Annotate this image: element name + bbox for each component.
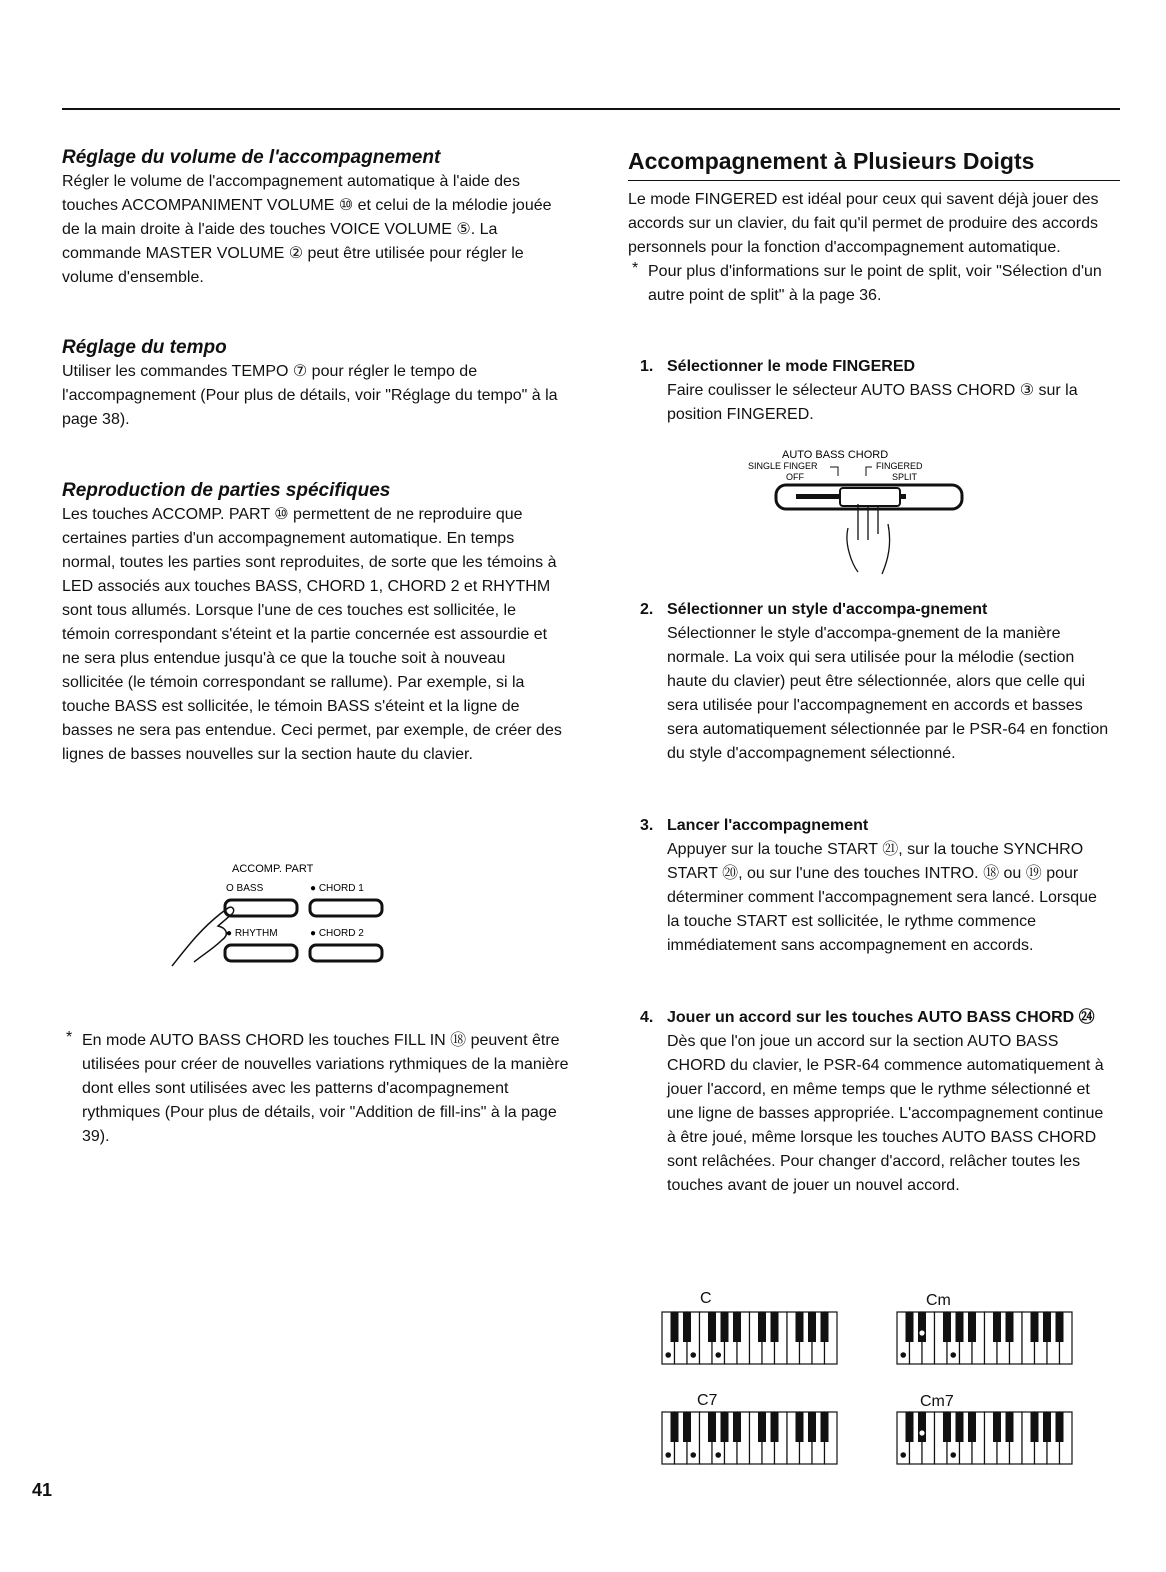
black-key <box>771 1412 779 1442</box>
black-key <box>758 1312 766 1342</box>
rhythm-button <box>225 945 297 961</box>
intro-text: Le mode FINGERED est idéal pour ceux qui savent déjà jouer des accords sur un clavier, du fait qu'il permet de produire des accords personnels pour la fonction d'accompagnement automatique. <box>628 191 1099 256</box>
note-mark: * <box>632 260 639 277</box>
black-key <box>733 1412 741 1442</box>
black-key <box>708 1312 716 1342</box>
keyboard-chord-c7 <box>661 1411 841 1467</box>
top-rule <box>62 108 1120 110</box>
chord1-label: ● CHORD 1 <box>310 883 364 894</box>
chord2-button <box>310 945 382 961</box>
step-3 <box>640 814 1110 958</box>
black-key <box>993 1312 1001 1342</box>
note-mark: * <box>66 1029 73 1046</box>
black-key <box>906 1312 914 1342</box>
key-dot <box>900 1352 906 1358</box>
black-key <box>683 1412 691 1442</box>
black-key <box>758 1412 766 1442</box>
black-key <box>1043 1412 1051 1442</box>
fingered-label: FINGERED <box>876 461 923 471</box>
step-text: Appuyer sur la touche START ㉑, sur la touche SYNCHRO START ⑳, ou sur l'une des touches INTRO. ⑱ ou ⑲ pour déterminer comment l'accompagnement sera lancé. Lorsque la touche START est sollicitée, le rythme commence immédiatement sans accompagnement en accords. <box>667 841 1097 954</box>
black-key <box>956 1412 964 1442</box>
key-dot <box>715 1452 721 1458</box>
chord-label-c7: C7 <box>697 1392 718 1409</box>
section-accomp-volume <box>62 146 562 290</box>
black-key <box>721 1412 729 1442</box>
page-number: 41 <box>32 1480 53 1500</box>
step-2 <box>640 598 1110 766</box>
step-title: Sélectionner un style d'accompa-gnement <box>667 601 988 618</box>
slider-knob <box>840 488 900 506</box>
step-number: 3. <box>640 817 654 834</box>
section-tempo <box>62 336 562 432</box>
chord-label-c: C <box>700 1290 712 1307</box>
step-title: Jouer un accord sur les touches AUTO BASS CHORD ㉔ <box>667 1009 1095 1026</box>
black-key <box>1031 1412 1039 1442</box>
section-body: Régler le volume de l'accompagnement automatique à l'aide des touches ACCOMPANIMENT VOLUME ⑩ et celui de la mélodie jouée de la main droite à l'aide des touches VOICE VOLUME ⑤. La commande MASTER VOLUME ② peut être utilisée pour régler le volume d'ensemble. <box>62 173 552 286</box>
chord-label-cm7: Cm7 <box>920 1393 954 1410</box>
step-1 <box>640 355 1110 427</box>
black-key <box>1006 1312 1014 1342</box>
chord-label-cm: Cm <box>926 1292 951 1309</box>
accomp-part-title: ACCOMP. PART <box>232 863 314 875</box>
black-key <box>808 1412 816 1442</box>
black-key <box>918 1412 926 1442</box>
black-key <box>808 1312 816 1342</box>
black-key <box>918 1312 926 1342</box>
black-key <box>708 1412 716 1442</box>
pointing-hand-icon <box>847 504 890 574</box>
key-dot <box>690 1352 696 1358</box>
black-key <box>721 1312 729 1342</box>
key-dot <box>690 1452 696 1458</box>
black-key <box>821 1412 829 1442</box>
auto-bass-chord-diagram <box>740 444 980 584</box>
rhythm-label: ● RHYTHM <box>226 928 278 939</box>
black-key <box>956 1312 964 1342</box>
note-text: En mode AUTO BASS CHORD les touches FILL IN ⑱ peuvent être utilisées pour créer de nouvelles variations rythmiques de la manière dont elles sont utilisées avec les patterns d'acompagnement rythmiques (Pour plus de détails, voir "Addition de fill-ins" à la page 39). <box>82 1032 569 1145</box>
key-dot <box>900 1452 906 1458</box>
black-key <box>683 1312 691 1342</box>
black-key <box>733 1312 741 1342</box>
keyboard-chord-c <box>661 1311 841 1367</box>
split-note <box>628 260 1112 308</box>
black-key <box>821 1312 829 1342</box>
black-key <box>1043 1312 1051 1342</box>
title-rule <box>628 180 1120 181</box>
black-key <box>1031 1312 1039 1342</box>
step-text: Sélectionner le style d'accompa-gnement de la manière normale. La voix qui sera utilisée pour la mélodie (section haute du clavier) peut être sélectionnée, alors que celle qui sera utilisée pour l'accompagnement en accords et basses sera automatiquement sélectionnée par le PSR-64 en fonction du style d'accompagnement sélectionné. <box>667 625 1109 762</box>
step-number: 4. <box>640 1009 654 1026</box>
bass-label: O BASS <box>226 883 264 894</box>
black-key <box>968 1312 976 1342</box>
key-dot <box>919 1430 924 1435</box>
keyboard-chord-cm7 <box>896 1411 1076 1467</box>
section-title: Réglage du tempo <box>62 337 227 358</box>
key-dot <box>950 1452 956 1458</box>
single-finger-label: SINGLE FINGER <box>748 461 818 471</box>
black-key <box>906 1412 914 1442</box>
page-title: Accompagnement à Plusieurs Doigts <box>628 148 1035 174</box>
section-body: Les touches ACCOMP. PART ⑩ permettent de ne reproduire que certaines parties d'un accompagnement automatique. En temps normal, toutes les parties sont reproduites, de sorte que les témoins à LED associés aux touches BASS, CHORD 1, CHORD 2 et RHYTHM sont tous allumés. Lorsque l'une de ces touches est sollicitée, le témoin correspondant s'éteint et la partie concernée est assourdie et ne sera plus entendue jusqu'à ce que la touche soit à nouveau sollicitée (le témoin correspondant se rallume). Par exemple, si la touche BASS est sollicitée, le témoin BASS s'éteint et la ligne de basses ne sera pas entendue. Ceci permet, par exemple, de créer des lignes de basses nouvelles sur la section haute du clavier. <box>62 506 562 763</box>
black-key <box>1006 1412 1014 1442</box>
section-body: Utiliser les commandes TEMPO ⑦ pour régler le tempo de l'accompagnement (Pour plus de détails, voir "Réglage du tempo" à la page 38). <box>62 363 558 428</box>
black-key <box>943 1412 951 1442</box>
right-intro <box>628 188 1112 308</box>
step-title: Lancer l'accompagnement <box>667 817 869 834</box>
bass-button <box>225 900 297 916</box>
right-header <box>628 146 1128 176</box>
section-title: Reproduction de parties spécifiques <box>62 480 391 501</box>
accomp-part-diagram <box>170 858 410 978</box>
section-title: Réglage du volume de l'accompagnement <box>62 147 441 168</box>
step-number: 1. <box>640 358 654 375</box>
off-label: OFF <box>786 472 804 482</box>
key-dot <box>665 1452 671 1458</box>
black-key <box>796 1312 804 1342</box>
step-title: Sélectionner le mode FINGERED <box>667 358 916 375</box>
step-number: 2. <box>640 601 654 618</box>
key-dot <box>919 1330 924 1335</box>
note-text: Pour plus d'informations sur le point de split, voir "Sélection d'un autre point de split" à la page 36. <box>648 263 1102 304</box>
section-parts <box>62 479 562 767</box>
fill-in-note <box>62 1029 572 1149</box>
step-text: Faire coulisser le sélecteur AUTO BASS CHORD ③ sur la position FINGERED. <box>667 382 1078 423</box>
keyboard-chord-cm <box>896 1311 1076 1367</box>
black-key <box>1056 1412 1064 1442</box>
step-4 <box>640 1006 1110 1198</box>
chord1-button <box>310 900 382 916</box>
split-label: SPLIT <box>892 472 918 482</box>
black-key <box>1056 1312 1064 1342</box>
black-key <box>671 1412 679 1442</box>
abc-title: AUTO BASS CHORD <box>782 449 889 461</box>
black-key <box>771 1312 779 1342</box>
key-dot <box>950 1352 956 1358</box>
black-key <box>968 1412 976 1442</box>
black-key <box>943 1312 951 1342</box>
key-dot <box>665 1352 671 1358</box>
black-key <box>796 1412 804 1442</box>
black-key <box>993 1412 1001 1442</box>
key-dot <box>715 1352 721 1358</box>
black-key <box>671 1312 679 1342</box>
step-text: Dès que l'on joue un accord sur la section AUTO BASS CHORD du clavier, le PSR-64 commence automatiquement à jouer l'accord, en même temps que le rythme sélectionné et une ligne de basses appropriée. L'accompagnement continue à être joué, même lorsque les touches AUTO BASS CHORD sont relâchées. Pour changer d'accord, relâcher toutes les touches avant de jouer un nouvel accord. <box>667 1033 1104 1194</box>
chord2-label: ● CHORD 2 <box>310 928 364 939</box>
